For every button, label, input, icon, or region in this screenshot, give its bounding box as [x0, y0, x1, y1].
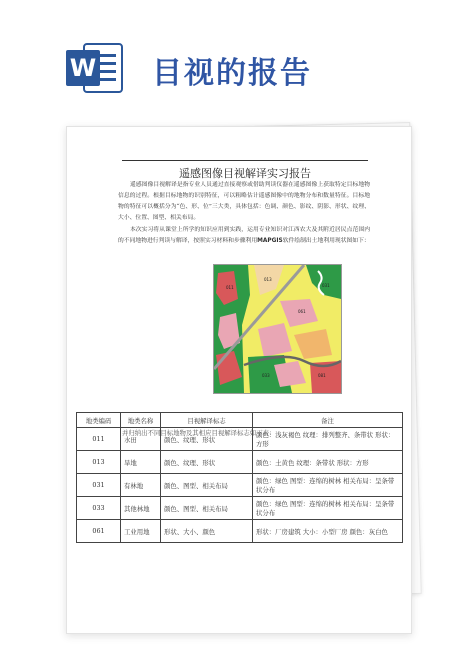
map-label-013: 013 — [264, 277, 272, 282]
cell-code: 013 — [77, 451, 121, 474]
page-title: 目视的报告 — [152, 56, 312, 91]
cell-code: 061 — [77, 520, 121, 543]
map-label-061: 061 — [298, 309, 306, 314]
map-label-031: 031 — [322, 283, 330, 288]
cell-marks: 颜色、图型、相关布局 — [161, 497, 253, 520]
cell-note: 形状：厂房建筑 大小：小型厂房 颜色：灰白色 — [253, 520, 403, 543]
table-caption: 并归纳出不同目标地物及其相应目视解译标志如下表： — [122, 429, 276, 437]
paragraph-method — [118, 225, 370, 247]
header-note: 备注 — [253, 413, 403, 428]
mapgis-term: MAPGIS — [257, 238, 283, 244]
cell-name: 水田 — [121, 428, 161, 451]
cell-name: 旱地 — [121, 451, 161, 474]
cell-name: 有林地 — [121, 474, 161, 497]
table-row — [77, 474, 403, 497]
cell-code: 031 — [77, 474, 121, 497]
paragraph-method-pre: 本次实习将从课堂上所学的知识应用到实践，运用专业知识对江西农大及其附近居民点范围内的不同地物进行判读与解译，按照实习材料和步骤利用 — [118, 227, 370, 244]
map-label-033: 033 — [262, 373, 270, 378]
header-marks: 目视解译标志 — [161, 413, 253, 428]
cell-code: 033 — [77, 497, 121, 520]
cell-marks: 形状、大小、颜色 — [161, 520, 253, 543]
paragraph-intro: 遥感图像目视解译是指专业人员通过直接观察或借助判读仪器在遥感图像上获取特定目标地物信息的过程。根据目标地物的识别特征，可以粗略估计遥感图像中的地物分布和数量特征。目标地物的特征可以概括分为“色、形、位”三大类，具体包括：色调、颜色、影纹、阴影、形状、纹理、大小、位置、图型、相关布局。 — [118, 182, 370, 221]
map-label-011: 011 — [226, 285, 234, 290]
header-banner — [0, 0, 474, 118]
cell-marks: 颜色、纹理、形状 — [161, 428, 253, 451]
table-header-row — [77, 413, 403, 428]
cell-code: 011 — [77, 428, 121, 451]
header-code: 地类编码 — [77, 413, 121, 428]
cell-note: 颜色：土黄色 纹理：条带状 形状：方形 — [253, 451, 403, 474]
table-row — [77, 497, 403, 520]
table-row — [77, 520, 403, 543]
cell-note: 颜色：绿色 图型：连绵的树林 相关布局：呈条带状分布 — [253, 474, 403, 497]
cell-note: 颜色：浅灰褐色 纹理：排列整齐、条带状 形状：方形 — [253, 428, 403, 451]
title-rule — [122, 160, 368, 161]
land-use-map — [213, 264, 342, 394]
word-icon-letter: W — [69, 54, 97, 82]
paragraph-method-post: 软件绘制出土地利用现状图如下： — [282, 238, 370, 244]
cell-note: 颜色：绿色 图型：连绵的树林 相关布局：呈条带状分布 — [253, 497, 403, 520]
map-label-081: 081 — [318, 373, 326, 378]
cell-marks: 颜色、纹理、形状 — [161, 451, 253, 474]
word-document-icon — [66, 40, 124, 96]
table-row — [77, 451, 403, 474]
header-name: 地类名称 — [121, 413, 161, 428]
cell-marks: 颜色、图型、相关布局 — [161, 474, 253, 497]
cell-name: 工业用地 — [121, 520, 161, 543]
cell-name: 其他林地 — [121, 497, 161, 520]
document-title: 遥感图像目视解译实习报告 — [179, 167, 311, 180]
